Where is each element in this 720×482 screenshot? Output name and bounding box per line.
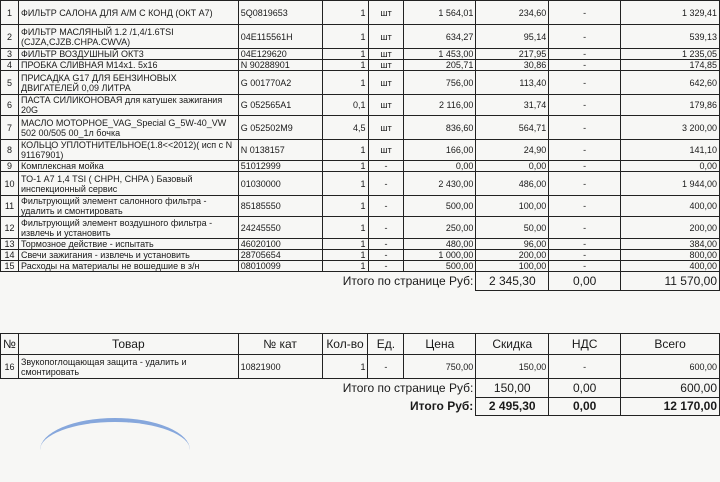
grand-total-row: [1, 397, 720, 415]
table-row: [1, 95, 720, 116]
row-price: 1 000,00: [404, 250, 476, 261]
header-catalog-number: № кат: [238, 334, 322, 355]
row-catalog-number: 51012999: [238, 161, 322, 172]
row-total: 400,00: [621, 196, 720, 217]
row-catalog-number: 01030000: [238, 172, 322, 196]
row-discount: 96,00: [476, 239, 549, 250]
row-unit: шт: [368, 25, 404, 49]
row-discount: 113,40: [476, 71, 549, 95]
row-vat: -: [549, 196, 621, 217]
row-total: 384,00: [621, 239, 720, 250]
page-total-sum-2: 600,00: [621, 379, 720, 398]
row-price: 480,00: [404, 239, 476, 250]
row-total: 1 235,05: [621, 49, 720, 60]
row-total: 0,00: [621, 161, 720, 172]
table-row: [1, 161, 720, 172]
table-row: [1, 250, 720, 261]
row-discount: 24,90: [476, 140, 549, 161]
row-price: 634,27: [404, 25, 476, 49]
row-discount: 30,86: [476, 60, 549, 71]
row-vat: -: [549, 49, 621, 60]
page-total-label-2: Итого по странице Руб:: [342, 381, 474, 395]
row-product: Комплексная мойка: [18, 161, 238, 172]
row-vat: -: [549, 261, 621, 272]
row-total: 600,00: [621, 355, 720, 379]
row-price: 2 430,00: [404, 172, 476, 196]
row-number: 9: [1, 161, 19, 172]
row-quantity: 1: [322, 261, 368, 272]
row-catalog-number: N 90288901: [238, 60, 322, 71]
row-discount: 200,00: [476, 250, 549, 261]
row-vat: -: [549, 25, 621, 49]
row-discount: 0,00: [476, 161, 549, 172]
row-discount: 95,14: [476, 25, 549, 49]
row-discount: 217,95: [476, 49, 549, 60]
row-price: 500,00: [404, 261, 476, 272]
row-vat: -: [549, 161, 621, 172]
header-product: Товар: [18, 334, 238, 355]
row-total: 1 944,00: [621, 172, 720, 196]
row-price: 836,60: [404, 116, 476, 140]
row-unit: шт: [368, 95, 404, 116]
row-vat: -: [549, 217, 621, 239]
row-number: 7: [1, 116, 19, 140]
row-vat: -: [549, 355, 621, 379]
row-total: 800,00: [621, 250, 720, 261]
header-number: №: [1, 334, 19, 355]
row-vat: -: [549, 60, 621, 71]
row-vat: -: [549, 250, 621, 261]
row-discount: 150,00: [476, 355, 549, 379]
row-price: 756,00: [404, 71, 476, 95]
page-total-vat: 0,00: [549, 272, 621, 291]
row-vat: -: [549, 172, 621, 196]
row-product: ФИЛЬТР МАСЛЯНЫЙ 1.2 /1,4/1.6TSI (CJZA,CJZB.CHPA.CWVA): [18, 25, 238, 49]
row-product: ПРИСАДКА G17 ДЛЯ БЕНЗИНОВЫХ ДВИГАТЕЛЕЙ 0,09 ЛИТРА: [18, 71, 238, 95]
row-number: 6: [1, 95, 19, 116]
stamp-seal: [40, 418, 190, 482]
row-unit: -: [368, 250, 404, 261]
row-catalog-number: 24245550: [238, 217, 322, 239]
row-number: 11: [1, 196, 19, 217]
header-vat: НДС: [549, 334, 621, 355]
row-price: 0,00: [404, 161, 476, 172]
row-total: 141,10: [621, 140, 720, 161]
row-quantity: 1: [322, 172, 368, 196]
row-unit: шт: [368, 140, 404, 161]
table-row: [1, 196, 720, 217]
row-price: 500,00: [404, 196, 476, 217]
row-unit: -: [368, 172, 404, 196]
row-discount: 486,00: [476, 172, 549, 196]
row-product: ТО-1 А7 1,4 TSI ( CHPH, CHPA ) Базовый инспекционный сервис: [18, 172, 238, 196]
row-number: 1: [1, 1, 19, 25]
row-price: 205,71: [404, 60, 476, 71]
row-number: 14: [1, 250, 19, 261]
row-quantity: 1: [322, 217, 368, 239]
row-total: 642,60: [621, 71, 720, 95]
row-product: МАСЛО МОТОРНОЕ_VAG_Special G_5W-40_VW 502 00/505 00_1л бочка: [18, 116, 238, 140]
row-quantity: 1: [322, 49, 368, 60]
table-row: [1, 140, 720, 161]
row-number: 4: [1, 60, 19, 71]
row-product: Фильтрующий элемент воздушного фильтра - извлечь и установить: [18, 217, 238, 239]
row-total: 539,13: [621, 25, 720, 49]
row-vat: -: [549, 140, 621, 161]
table-row: [1, 355, 720, 379]
table-row: [1, 1, 720, 25]
row-quantity: 4,5: [322, 116, 368, 140]
row-quantity: 1: [322, 60, 368, 71]
row-catalog-number: 28705654: [238, 250, 322, 261]
row-catalog-number: 08010099: [238, 261, 322, 272]
row-product: ФИЛЬТР САЛОНА ДЛЯ А/М С КОНД (ОКТ А7): [18, 1, 238, 25]
row-total: 1 329,41: [621, 1, 720, 25]
row-vat: -: [549, 71, 621, 95]
header-unit: Ед.: [368, 334, 404, 355]
row-product: ФИЛЬТР ВОЗДУШНЫЙ ОКТ3: [18, 49, 238, 60]
row-unit: шт: [368, 60, 404, 71]
table-row: [1, 25, 720, 49]
row-discount: 100,00: [476, 196, 549, 217]
row-catalog-number: N 0138157: [238, 140, 322, 161]
header-total: Всего: [621, 334, 720, 355]
row-total: 3 200,00: [621, 116, 720, 140]
row-price: 1 453,00: [404, 49, 476, 60]
row-number: 3: [1, 49, 19, 60]
row-price: 1 564,01: [404, 1, 476, 25]
row-unit: -: [368, 355, 404, 379]
table-row: [1, 217, 720, 239]
row-unit: шт: [368, 49, 404, 60]
row-quantity: 1: [322, 196, 368, 217]
row-number: 10: [1, 172, 19, 196]
row-price: 166,00: [404, 140, 476, 161]
row-price: 750,00: [404, 355, 476, 379]
row-product: ПАСТА СИЛИКОНОВАЯ для катушек зажигания 20G: [18, 95, 238, 116]
row-quantity: 1: [322, 25, 368, 49]
row-number: 5: [1, 71, 19, 95]
row-quantity: 0,1: [322, 95, 368, 116]
row-price: 2 116,00: [404, 95, 476, 116]
row-unit: -: [368, 261, 404, 272]
row-product: ПРОБКА СЛИВНАЯ М14х1. 5х16: [18, 60, 238, 71]
page-total-vat-2: 0,00: [549, 379, 621, 398]
row-product: Фильтрующий элемент салонного фильтра - удалить и смонтировать: [18, 196, 238, 217]
row-quantity: 1: [322, 71, 368, 95]
row-total: 200,00: [621, 217, 720, 239]
grand-total-label: Итого Руб:: [410, 399, 474, 413]
table-row: [1, 261, 720, 272]
row-catalog-number: 5Q0819653: [238, 1, 322, 25]
row-product: Расходы на материалы не вошедшие в з/н: [18, 261, 238, 272]
row-vat: -: [549, 239, 621, 250]
row-discount: 31,74: [476, 95, 549, 116]
row-vat: -: [549, 116, 621, 140]
row-number: 16: [1, 355, 19, 379]
row-discount: 50,00: [476, 217, 549, 239]
row-unit: -: [368, 217, 404, 239]
table-row: [1, 71, 720, 95]
row-number: 2: [1, 25, 19, 49]
grand-total-sum: 12 170,00: [621, 397, 720, 415]
row-price: 250,00: [404, 217, 476, 239]
row-catalog-number: G 001770A2: [238, 71, 322, 95]
row-discount: 100,00: [476, 261, 549, 272]
row-catalog-number: G 052502M9: [238, 116, 322, 140]
page-total-sum: 11 570,00: [621, 272, 720, 291]
row-number: 15: [1, 261, 19, 272]
row-quantity: 1: [322, 239, 368, 250]
row-vat: -: [549, 1, 621, 25]
row-quantity: 1: [322, 161, 368, 172]
row-product: КОЛЬЦО УПЛОТНИТЕЛЬНОЕ(1.8<<2012)( исп с N 91167901): [18, 140, 238, 161]
row-catalog-number: 04E129620: [238, 49, 322, 60]
row-vat: -: [549, 95, 621, 116]
row-number: 12: [1, 217, 19, 239]
page-total-label: Итого по странице Руб:: [342, 274, 474, 288]
row-number: 8: [1, 140, 19, 161]
table-row: [1, 239, 720, 250]
row-catalog-number: 46020100: [238, 239, 322, 250]
row-quantity: 1: [322, 140, 368, 161]
table-row: [1, 49, 720, 60]
row-number: 13: [1, 239, 19, 250]
row-unit: -: [368, 239, 404, 250]
row-catalog-number: 10821900: [238, 355, 322, 379]
page-total-discount-2: 150,00: [476, 379, 549, 398]
row-quantity: 1: [322, 250, 368, 261]
row-product: Свечи зажигания - извлечь и установить: [18, 250, 238, 261]
row-discount: 564,71: [476, 116, 549, 140]
row-catalog-number: 04E115561H: [238, 25, 322, 49]
page-total-row: [1, 272, 720, 291]
row-unit: шт: [368, 1, 404, 25]
row-total: 179,86: [621, 95, 720, 116]
grand-total-discount: 2 495,30: [476, 397, 549, 415]
row-unit: шт: [368, 116, 404, 140]
table-row: [1, 60, 720, 71]
row-discount: 234,60: [476, 1, 549, 25]
row-catalog-number: 85185550: [238, 196, 322, 217]
table-header: [1, 334, 720, 355]
row-unit: шт: [368, 71, 404, 95]
row-total: 400,00: [621, 261, 720, 272]
page-total-discount: 2 345,30: [476, 272, 549, 291]
header-discount: Скидка: [476, 334, 549, 355]
page-total-row-2: [1, 379, 720, 398]
grand-total-vat: 0,00: [549, 397, 621, 415]
row-total: 174,85: [621, 60, 720, 71]
table-row: [1, 116, 720, 140]
row-quantity: 1: [322, 355, 368, 379]
invoice-second-table: [0, 333, 720, 416]
row-catalog-number: G 052565A1: [238, 95, 322, 116]
row-product: Тормозное действие - испытать: [18, 239, 238, 250]
header-price: Цена: [404, 334, 476, 355]
row-quantity: 1: [322, 1, 368, 25]
table-row: [1, 172, 720, 196]
row-unit: -: [368, 196, 404, 217]
row-product: Звукопоглощающая защита - удалить и смонтировать: [18, 355, 238, 379]
row-unit: -: [368, 161, 404, 172]
header-quantity: Кол-во: [322, 334, 368, 355]
